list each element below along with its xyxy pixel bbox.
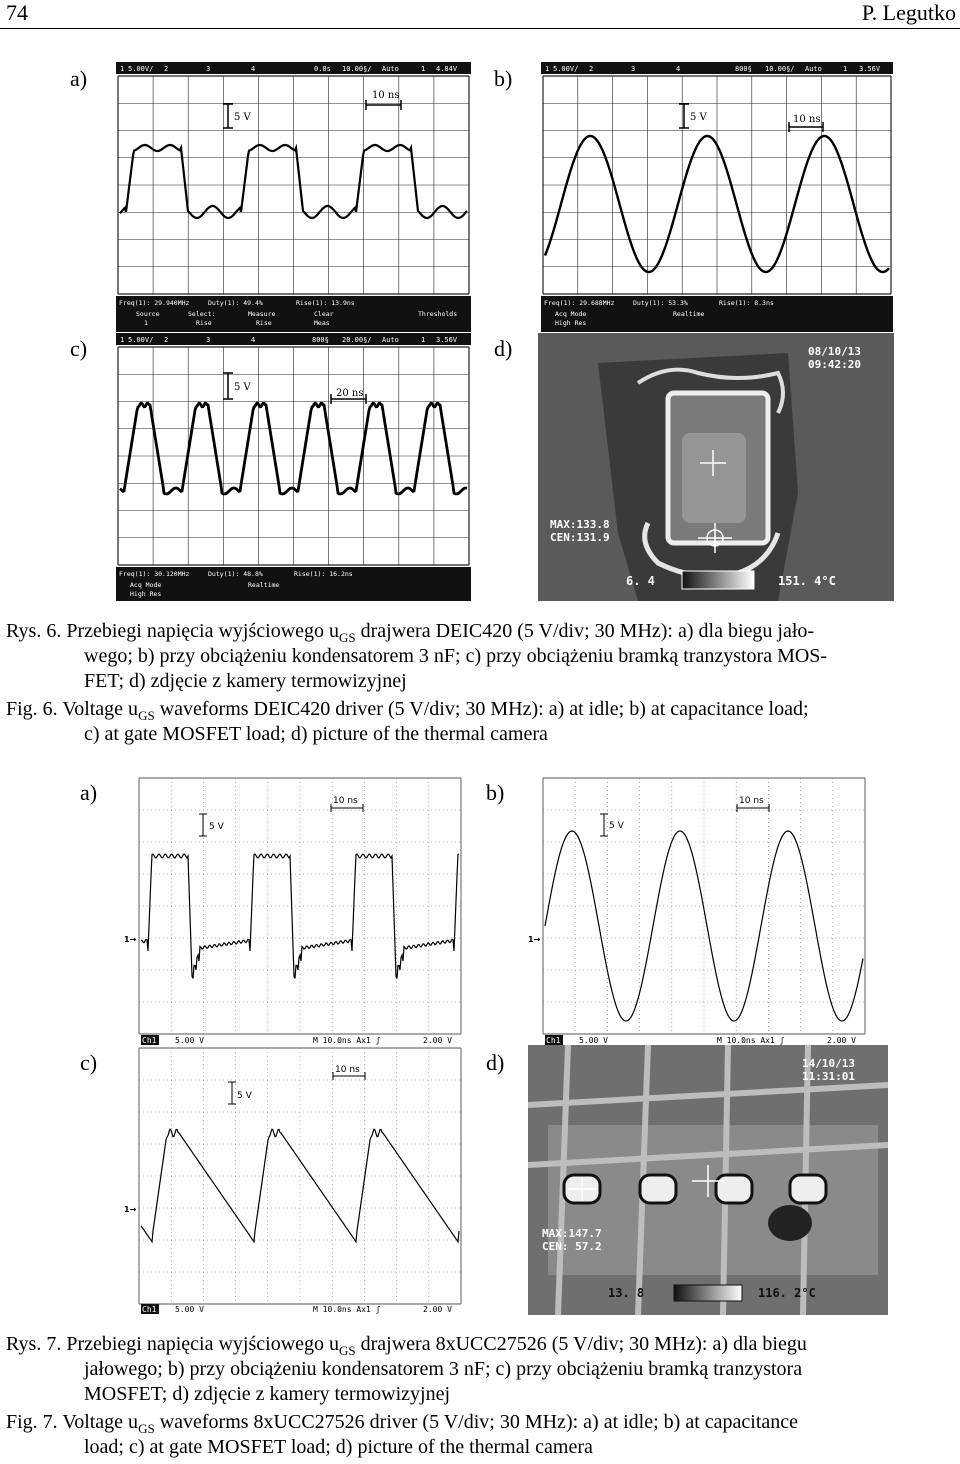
fig6b-tscale: 10 ns <box>793 114 821 125</box>
fig6a-ch1: 1 <box>120 65 125 73</box>
svg-text:4: 4 <box>676 65 681 73</box>
svg-text:Realtime: Realtime <box>673 310 705 318</box>
svg-text:1: 1 <box>843 65 848 73</box>
fig6a-ch3: 3 <box>206 65 211 73</box>
fig6a-trig-level: 4.84V <box>436 65 458 73</box>
svg-text:5 V: 5 V <box>237 1091 252 1101</box>
svg-text:Duty(1): 48.8%: Duty(1): 48.8% <box>208 570 263 578</box>
svg-text:20.00§/: 20.00§/ <box>342 336 372 344</box>
fig7-label-b: b) <box>486 780 505 805</box>
fig7-thermal-image <box>528 1045 888 1315</box>
fig6-label-a: a) <box>70 66 88 91</box>
svg-text:Realtime: Realtime <box>248 581 280 589</box>
svg-text:2.00 V: 2.00 V <box>423 1036 452 1045</box>
fig6-thermal-image <box>538 333 894 601</box>
svg-text:Ch1: Ch1 <box>546 1036 561 1045</box>
fig6a-tdiv: 10.00§/ <box>342 65 372 73</box>
svg-text:M 10.0ns Ax1 ʃ: M 10.0ns Ax1 ʃ <box>313 1036 381 1045</box>
svg-text:2: 2 <box>164 336 169 344</box>
svg-text:3: 3 <box>206 336 211 344</box>
fig6d-cen: CEN:131.9 <box>550 531 610 544</box>
svg-text:1: 1 <box>421 336 426 344</box>
svg-text:Thresholds: Thresholds <box>418 310 458 318</box>
svg-text:5.00V/: 5.00V/ <box>128 336 154 344</box>
fig7d-cen: CEN: 57.2 <box>542 1240 602 1253</box>
fig7d-scale-min: 13. 8 <box>608 1286 645 1300</box>
svg-text:Acq Mode: Acq Mode <box>130 581 162 589</box>
svg-text:Select:: Select: <box>188 310 216 318</box>
fig7d-colorbar <box>674 1285 742 1301</box>
svg-text:2.00 V: 2.00 V <box>423 1305 452 1314</box>
svg-text:Freq(1): 30.120MHz: Freq(1): 30.120MHz <box>119 570 190 578</box>
fig6a-vdiv: 5.00V/ <box>128 65 154 73</box>
svg-text:Rise(1): 8.3ns: Rise(1): 8.3ns <box>719 299 774 307</box>
svg-text:3.56V: 3.56V <box>859 65 881 73</box>
svg-text:1→: 1→ <box>528 935 541 944</box>
svg-text:Rise(1): 13.9ns: Rise(1): 13.9ns <box>296 299 355 307</box>
svg-text:1→: 1→ <box>124 1205 137 1214</box>
svg-text:5 V: 5 V <box>209 822 224 832</box>
fig7d-time: 11:31:01 <box>802 1070 855 1083</box>
fig6d-max: MAX:133.8 <box>550 518 610 531</box>
fig7-scope-b <box>527 776 867 1046</box>
fig6d-time: 09:42:20 <box>808 358 861 371</box>
fig6c-tscale: 20 ns <box>336 388 364 399</box>
fig6-scope-a <box>116 62 471 332</box>
svg-text:800§: 800§ <box>735 65 752 73</box>
fig6c-vscale: 5 V <box>234 382 251 393</box>
svg-text:3.56V: 3.56V <box>436 336 458 344</box>
fig6b-grid <box>543 76 891 294</box>
svg-text:Rise: Rise <box>196 319 212 327</box>
fig7d-scale-max: 116. 2°C <box>758 1286 816 1300</box>
svg-text:Measure: Measure <box>248 310 276 318</box>
fig6a-grid <box>118 76 469 294</box>
svg-text:10 ns: 10 ns <box>739 796 764 806</box>
svg-text:3: 3 <box>631 65 636 73</box>
fig6a-ch4: 4 <box>251 65 256 73</box>
svg-text:1: 1 <box>144 319 148 327</box>
svg-text:Rise(1): 16.2ns: Rise(1): 16.2ns <box>294 570 353 578</box>
svg-text:2.00 V: 2.00 V <box>827 1036 856 1045</box>
fig6-label-d: d) <box>494 336 513 361</box>
svg-text:1: 1 <box>545 65 550 73</box>
svg-text:5.00 V: 5.00 V <box>175 1036 204 1045</box>
svg-text:High Res: High Res <box>130 590 162 598</box>
fig7-label-a: a) <box>80 780 98 805</box>
fig6a-vscale: 5 V <box>234 112 251 123</box>
svg-text:Freq(1): 29.940MHz: Freq(1): 29.940MHz <box>119 299 190 307</box>
fig7b-grid <box>543 778 865 1034</box>
svg-text:5.00 V: 5.00 V <box>579 1036 608 1045</box>
fig6b-vscale: 5 V <box>690 112 707 123</box>
fig6d-scale-max: 151. 4°C <box>778 574 836 588</box>
fig6-label-c: c) <box>70 336 88 361</box>
fig7-label-c: c) <box>80 1050 98 1075</box>
svg-text:Freq(1): 29.688MHz: Freq(1): 29.688MHz <box>544 299 615 307</box>
svg-text:1: 1 <box>120 336 125 344</box>
fig7d-max: MAX:147.7 <box>542 1227 602 1240</box>
svg-text:2: 2 <box>589 65 594 73</box>
fig7-label-d: d) <box>486 1050 505 1075</box>
svg-text:1→: 1→ <box>124 935 137 944</box>
svg-text:Acq Mode: Acq Mode <box>555 310 587 318</box>
fig6a-mode: Auto <box>382 65 399 73</box>
svg-text:M 10.0ns Ax1 ʃ: M 10.0ns Ax1 ʃ <box>313 1305 381 1314</box>
svg-text:800§: 800§ <box>312 336 329 344</box>
svg-text:10 ns: 10 ns <box>333 796 358 806</box>
running-author: P. Legutko <box>861 0 956 25</box>
fig6a-delay: 0.0s <box>314 65 331 73</box>
svg-text:Source: Source <box>136 310 160 318</box>
fig6a-ch2: 2 <box>164 65 169 73</box>
fig6d-scale-min: 6. 4 <box>626 574 655 588</box>
fig6d-date: 08/10/13 <box>808 345 861 358</box>
fig7-scope-c <box>123 1046 463 1314</box>
fig7a-waveform <box>141 854 459 978</box>
svg-text:Duty(1): 53.3%: Duty(1): 53.3% <box>633 299 688 307</box>
fig6c-grid <box>118 347 469 565</box>
svg-text:Clear: Clear <box>314 310 334 318</box>
fig7-caption-en: Fig. 7. Voltage $u_{GS}$ waveforms 8xUCC27526 driver (5 V/div; 30 MHz): a) at idle; b) at capacitance load; c) at gate MOSFET load; d) picture of the thermal camera <box>6 1411 799 1458</box>
svg-text:10.00§/: 10.00§/ <box>765 65 795 73</box>
fig6-label-b: b) <box>494 66 513 91</box>
svg-text:Rise: Rise <box>256 319 272 327</box>
fig7-scope-a <box>123 776 463 1046</box>
fig6-scope-b <box>541 62 893 332</box>
svg-text:4: 4 <box>251 336 256 344</box>
svg-text:Ch1: Ch1 <box>142 1305 157 1314</box>
fig6d-colorbar <box>682 571 754 589</box>
fig7d-date: 14/10/13 <box>802 1057 855 1070</box>
fig6-scope-c <box>116 333 471 601</box>
fig7a-grid <box>139 778 461 1034</box>
svg-text:5.00V/: 5.00V/ <box>553 65 579 73</box>
page-number: 74 <box>6 0 28 25</box>
svg-text:Auto: Auto <box>382 336 399 344</box>
header-rule <box>0 28 960 29</box>
fig6-caption-en: Fig. 6. Voltage $u_{GS}$ waveforms DEIC420 driver (5 V/div; 30 MHz): a) at idle; b) at capacitance load; c) at gate MOSFET load; d) picture of the thermal camera <box>6 698 809 745</box>
svg-text:Ch1: Ch1 <box>142 1036 157 1045</box>
svg-text:High Res: High Res <box>555 319 587 327</box>
svg-text:5.00 V: 5.00 V <box>175 1305 204 1314</box>
fig6a-trig-ch: 1 <box>421 65 426 73</box>
svg-text:Auto: Auto <box>805 65 822 73</box>
svg-text:M 10.0ns Ax1 ʃ: M 10.0ns Ax1 ʃ <box>717 1036 785 1045</box>
fig7-caption-pl: Rys. 7. Przebiegi napięcia wyjściowego $u_{GS}$ drajwera 8xUCC27526 (5 V/div; 30 MHz): a) dla biegu jałowego; b) przy obciążeniu kondensatorem 3 nF; c) przy obciążeniu bramką tranzystora MOSFET; d) zdjęcie z kamery termowizyjnej <box>6 1333 807 1405</box>
svg-text:5 V: 5 V <box>609 821 624 831</box>
svg-text:Meas: Meas <box>314 319 330 327</box>
svg-text:Duty(1): 49.4%: Duty(1): 49.4% <box>208 299 263 307</box>
fig6-caption-pl: Rys. 6. Przebiegi napięcia wyjściowego $u_{GS}$ drajwera DEIC420 (5 V/div; 30 MHz): a) dla biegu jało- wego; b) przy obciążeniu kondensatorem 3 nF; c) przy obciążeniu bramką tranzystora MOS- FET; d) zdjęcie z kamery termowizyjnej <box>6 620 828 692</box>
fig6a-tscale: 10 ns <box>372 90 400 101</box>
svg-text:10 ns: 10 ns <box>335 1065 360 1075</box>
